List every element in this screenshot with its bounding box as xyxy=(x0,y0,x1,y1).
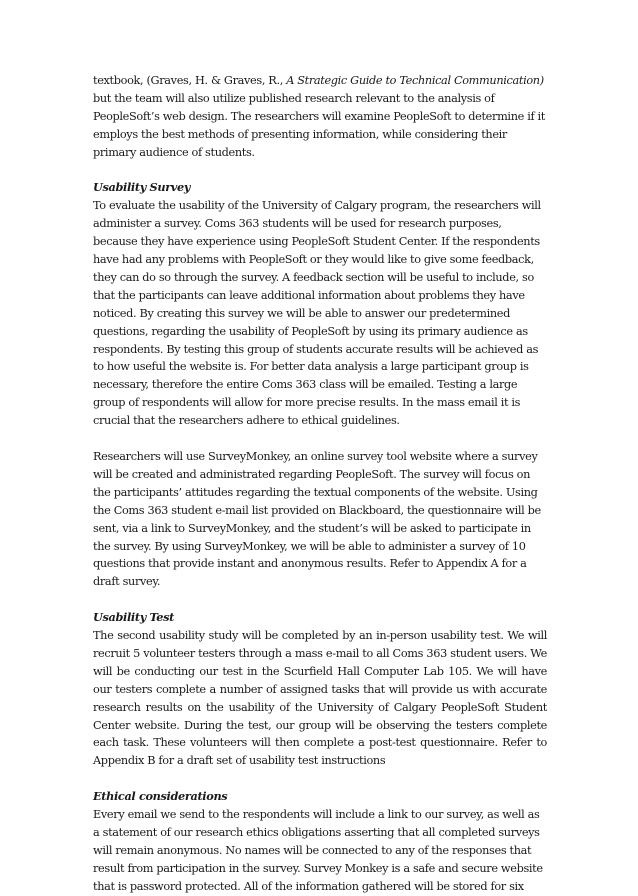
book-title: A Strategic Guide to Technical Communication) xyxy=(286,74,544,87)
usability-survey-paragraph-2: Researchers will use SurveyMonkey, an online survey tool website where a survey will be created and administrated regarding PeopleSoft. The survey will focus on the participants’ attitudes regarding the textual components of the website. Using the Coms 363 student e-mail list provided on Blackboard, the questionnaire will be sent, via a link to SurveyMonkey, and the student’s will be asked to participate in the survey. By using SurveyMonkey, we will be able to administer a survey of 10 questions that provide instant and anonymous results. Refer to Appendix A for a draft survey. xyxy=(93,450,541,589)
usability-survey-heading: Usability Survey xyxy=(93,180,191,195)
usability-survey-paragraph-1: To evaluate the usability of the University of Calgary program, the researchers will administer a survey. Coms 363 students will be used for research purposes, because they have experience using PeopleSoft Student Center. If the respondents have had any problems with PeopleSoft or they would like to give some feedback, they can do so through the survey. A feedback section will be useful to include, so that the participants can leave additional information about problems they have noticed. By creating this survey we will be able to answer our predetermined questions, regarding the usability of PeopleSoft by using its primary audience as respondents. By testing this group of students accurate results will be achieved as to how useful the website is. For better data analysis a large participant group is necessary, therefore the entire Coms 363 class will be emailed. Testing a large group of respondents will allow for more precise results. In the mass email it is crucial that the researchers adhere to ethical guidelines. xyxy=(93,199,541,428)
ethical-considerations-paragraph: Every email we send to the respondents will include a link to our survey, as well as a statement of our research ethics obligations asserting that all completed surveys will remain anonymous. No names will be connected to any of the responses that result from participation in the survey. Survey Monkey is a safe and secure website that is password protected. All of the information gathered will be stored for six xyxy=(93,808,543,893)
usability-test-paragraph: The second usability study will be completed by an in-person usability test. We will recruit 5 volunteer testers through a mass e-mail to all Coms 363 student users. We will be conducting our test in the Scurfield Hall Computer Lab 105. We will have our testers complete a number of assigned tasks that will provide us with accurate research results on the usability of the University of Calgary PeopleSoft Student Center website. During the test, our group will be observing the testers complete each task. These volunteers will then complete a post-test questionnaire. Refer to Appendix B for a draft set of usability test instructions xyxy=(93,629,547,768)
document-body xyxy=(93,72,547,896)
intro-paragraph: textbook, (Graves, H. & Graves, R., A Strategic Guide to Technical Communication) but the team will also utilize published research relevant to the analysis of PeopleSoft’s web design. The researchers will examine PeopleSoft to determine if it employs the best methods of presenting information, while considering their primary audience of students. xyxy=(93,74,545,159)
ethical-considerations-heading: Ethical considerations xyxy=(93,789,228,804)
usability-test-heading: Usability Test xyxy=(93,610,174,625)
